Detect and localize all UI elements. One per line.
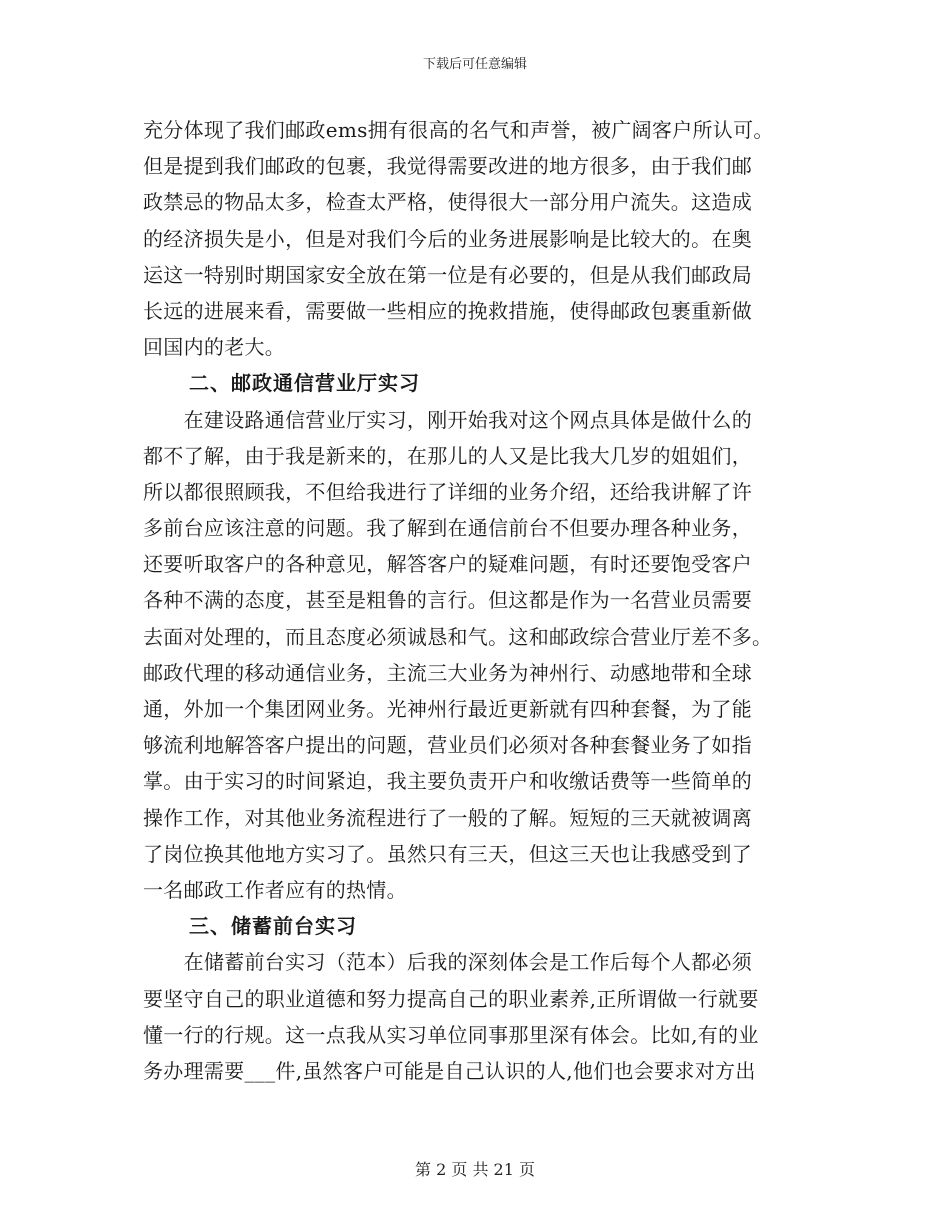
text-line: 的经济损失是小，但是对我们今后的业务进展影响是比较大的。在奥 bbox=[143, 226, 752, 251]
text-line: 懂一行的行规。这一点我从实习单位同事那里深有体会。比如,有的业 bbox=[143, 1022, 759, 1047]
text-line: 邮政代理的移动通信业务，主流三大业务为神州行、动感地带和全球 bbox=[143, 660, 752, 685]
section-heading: 三、储蓄前台实习 bbox=[189, 914, 357, 939]
text-line: 在建设路通信营业厅实习，刚开始我对这个网点具体是做什么的 bbox=[143, 407, 752, 432]
document-body bbox=[143, 112, 808, 1089]
text-line: 政禁忌的物品太多，检查太严格，使得很大一部分用户流失。这造成 bbox=[143, 190, 752, 215]
text-line: 各种不满的态度，甚至是粗鲁的言行。但这都是作为一名营业员需要 bbox=[143, 588, 752, 613]
text-line: 一名邮政工作者应有的热情。 bbox=[143, 877, 407, 902]
text-line: 长远的进展来看，需要做一些相应的挽救措施，使得邮政包裹重新做 bbox=[143, 298, 752, 323]
page-footer: 第 2 页 共 21 页 bbox=[415, 1160, 535, 1179]
text-line: 回国内的老大。 bbox=[143, 335, 286, 360]
text-line: 在储蓄前台实习（范本）后我的深刻体会是工作后每个人都必须 bbox=[143, 950, 752, 975]
text-line: 去面对处理的，而且态度必须诚恳和气。这和邮政综合营业厅差不多。 bbox=[143, 624, 773, 649]
text-line: 多前台应该注意的问题。我了解到在通信前台不但要办理各种业务， bbox=[143, 516, 752, 541]
text-line: 操作工作，对其他业务流程进行了一般的了解。短短的三天就被调离 bbox=[143, 805, 752, 830]
page-header: 下载后可任意编辑 bbox=[422, 57, 527, 72]
text-line: 运这一特别时期国家安全放在第一位是有必要的，但是从我们邮政局 bbox=[143, 262, 752, 287]
text-line: 充分体现了我们邮政ems拥有很高的名气和声誉，被广阔客户所认可。 bbox=[143, 118, 774, 142]
section-heading: 二、邮政通信营业厅实习 bbox=[189, 371, 420, 396]
text-line: 通，外加一个集团网业务。光神州行最近更新就有四种套餐，为了能 bbox=[143, 697, 752, 721]
text-line: 所以都很照顾我，不但给我进行了详细的业务介绍，还给我讲解了许 bbox=[143, 479, 752, 504]
text-line: 务办理需要___件,虽然客户可能是自己认识的人,他们也会要求对方出 bbox=[143, 1058, 756, 1083]
text-line: 要坚守自己的职业道德和努力提高自己的职业素养,正所谓做一行就要 bbox=[143, 986, 759, 1011]
text-line: 够流利地解答客户提出的问题，营业员们必须对各种套餐业务了如指 bbox=[143, 733, 752, 758]
text-line: 了岗位换其他地方实习了。虽然只有三天，但这三天也让我感受到了 bbox=[143, 841, 752, 866]
text-line: 还要听取客户的各种意见，解答客户的疑难问题，有时还要饱受客户 bbox=[143, 552, 752, 577]
text-line: 但是提到我们邮政的包裹，我觉得需要改进的地方很多，由于我们邮 bbox=[143, 154, 752, 179]
text-line: 都不了解，由于我是新来的，在那儿的人又是比我大几岁的姐姐们， bbox=[143, 443, 752, 468]
text-line: 掌。由于实习的时间紧迫，我主要负责开户和收缴话费等一些简单的 bbox=[143, 769, 752, 794]
